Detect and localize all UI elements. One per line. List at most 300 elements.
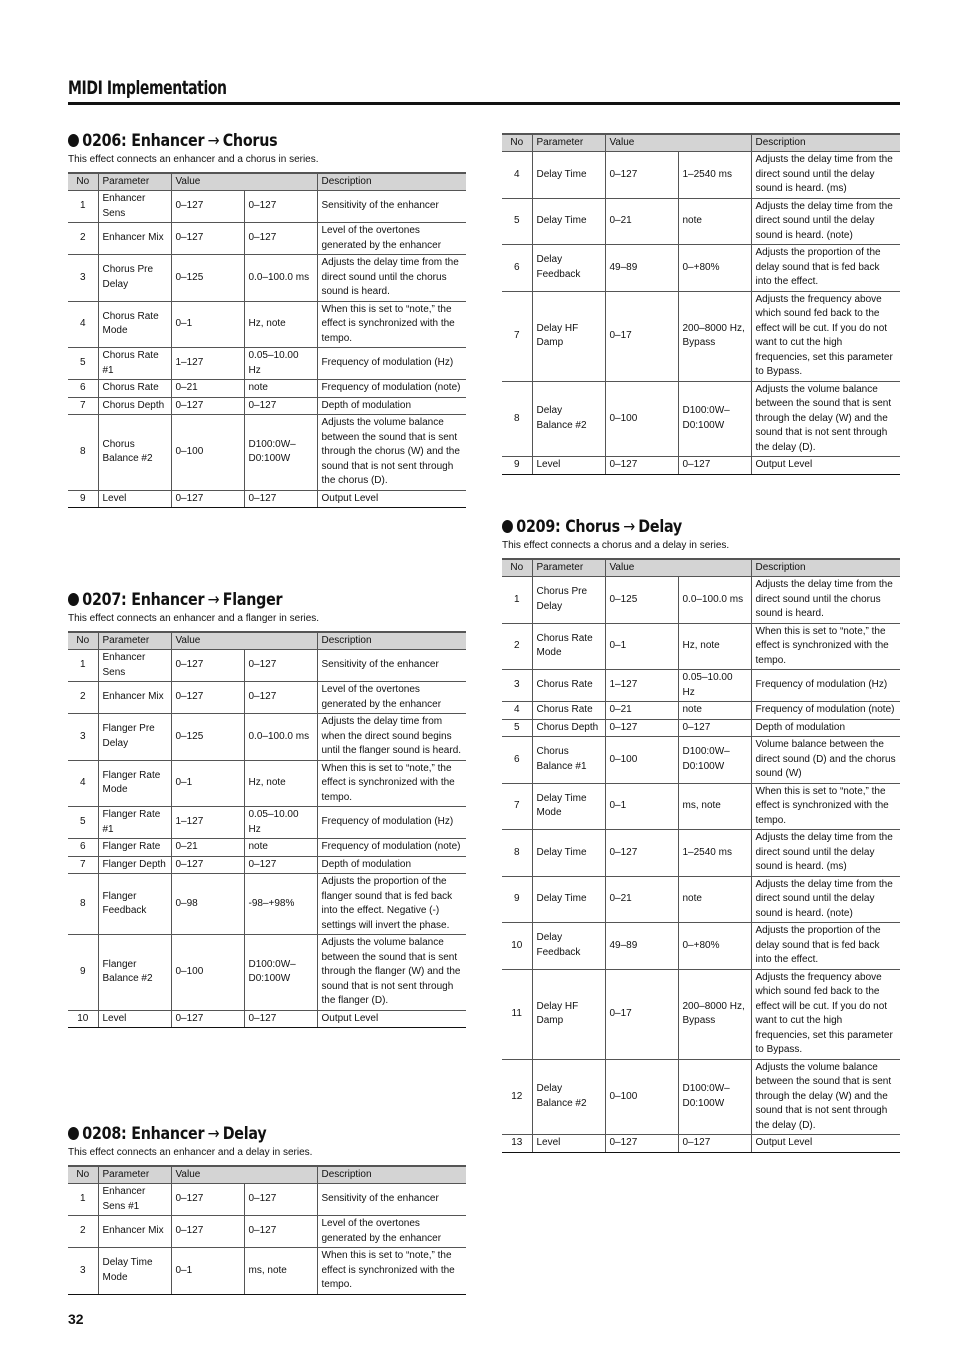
cell-range: 0–127	[244, 490, 317, 508]
cell-parameter: Chorus Depth	[98, 397, 171, 415]
cell-description: Adjusts the delay time from the direct sound until the delay sound is heard. (note)	[751, 876, 900, 923]
table-row	[502, 876, 900, 923]
cell-description: Adjusts the volume balance between the sound that is sent through the delay (W) and the sound that is not sent through the delay (D).	[751, 1059, 900, 1135]
section-heading: 0208: Enhancer → Delay	[68, 1123, 402, 1145]
table-row	[502, 152, 900, 199]
table-row	[502, 1135, 900, 1153]
cell-value: 0–127	[171, 650, 244, 682]
cell-parameter: Enhancer Mix	[98, 223, 171, 255]
cell-value: 0–127	[605, 152, 678, 199]
cell-range: ms, note	[678, 783, 751, 830]
section-0208-continued	[502, 133, 900, 475]
cell-range: Hz, note	[244, 760, 317, 807]
cell-no: 8	[502, 830, 532, 877]
cell-value: 0–127	[605, 830, 678, 877]
cell-parameter: Chorus Rate #1	[98, 348, 171, 380]
cell-value: 0–125	[605, 577, 678, 624]
cell-no: 4	[502, 152, 532, 199]
cell-description: Level of the overtones generated by the enhancer	[317, 223, 466, 255]
cell-no: 2	[68, 682, 98, 714]
header-parameter: Parameter	[532, 559, 605, 577]
cell-no: 6	[68, 839, 98, 857]
cell-value: 0–127	[605, 719, 678, 737]
cell-value: 0–100	[605, 1059, 678, 1135]
cell-description: Adjusts the volume balance between the sound that is sent through the chorus (W) and the sound that is not sent through the chorus (D).	[317, 415, 466, 491]
table-row	[502, 623, 900, 670]
table-row	[502, 923, 900, 970]
cell-description: Output Level	[317, 490, 466, 508]
header-value: Value	[171, 1166, 317, 1184]
cell-parameter: Delay Balance #2	[532, 1059, 605, 1135]
cell-description: When this is set to “note,” the effect is synchronized with the tempo.	[751, 623, 900, 670]
cell-range: 0–+80%	[678, 245, 751, 292]
section-heading: 0209: Chorus → Delay	[502, 516, 836, 538]
cell-no: 13	[502, 1135, 532, 1153]
cell-no: 2	[502, 623, 532, 670]
cell-description: Frequency of modulation (note)	[317, 839, 466, 857]
cell-no: 7	[502, 783, 532, 830]
cell-parameter: Enhancer Sens	[98, 191, 171, 223]
table-header-row	[68, 1166, 466, 1184]
cell-parameter: Chorus Depth	[532, 719, 605, 737]
cell-description: Output Level	[751, 457, 900, 475]
cell-description: Frequency of modulation (Hz)	[317, 807, 466, 839]
cell-parameter: Delay Time Mode	[532, 783, 605, 830]
table-row	[502, 457, 900, 475]
table-header-row	[502, 134, 900, 152]
cell-value: 0–127	[171, 397, 244, 415]
cell-value: 0–100	[171, 935, 244, 1011]
cell-range: D100:0W–D0:100W	[244, 415, 317, 491]
cell-parameter: Delay Feedback	[532, 923, 605, 970]
cell-description: Depth of modulation	[317, 397, 466, 415]
header-no: No	[502, 559, 532, 577]
cell-range: 200–8000 Hz, Bypass	[678, 291, 751, 381]
arrow-right-icon: →	[207, 590, 220, 610]
cell-parameter: Enhancer Mix	[98, 682, 171, 714]
cell-parameter: Chorus Rate	[98, 380, 171, 398]
cell-no: 6	[502, 737, 532, 784]
cell-range: 0–127	[244, 1010, 317, 1028]
cell-value: 0–127	[171, 1216, 244, 1248]
table-row	[502, 783, 900, 830]
cell-parameter: Level	[532, 457, 605, 475]
cell-value: 49–89	[605, 923, 678, 970]
cell-value: 0–100	[605, 737, 678, 784]
cell-value: 0–125	[171, 255, 244, 302]
table-header-row	[68, 632, 466, 650]
cell-parameter: Flanger Feedback	[98, 874, 171, 935]
cell-parameter: Flanger Rate #1	[98, 807, 171, 839]
cell-no: 5	[502, 198, 532, 245]
cell-range: 1–2540 ms	[678, 830, 751, 877]
section-description: This effect connects an enhancer and a chorus in series.	[68, 154, 319, 165]
header-parameter: Parameter	[98, 1166, 171, 1184]
cell-range: note	[244, 839, 317, 857]
cell-range: D100:0W–D0:100W	[244, 935, 317, 1011]
param-table	[68, 172, 466, 508]
cell-parameter: Delay Time	[532, 152, 605, 199]
section-0207	[68, 589, 466, 1028]
cell-value: 0–127	[605, 457, 678, 475]
cell-range: 0.0–100.0 ms	[244, 255, 317, 302]
table-row	[502, 830, 900, 877]
cell-value: 0–1	[605, 623, 678, 670]
header-parameter: Parameter	[98, 173, 171, 191]
cell-description: Adjusts the frequency above which sound fed back to the effect will be cut. If you do not want to cut the high frequencies, set this parameter to Bypass.	[751, 969, 900, 1059]
table-header-row	[502, 559, 900, 577]
cell-no: 5	[68, 807, 98, 839]
cell-range: 0.05–10.00 Hz	[678, 670, 751, 702]
cell-parameter: Enhancer Mix	[98, 1216, 171, 1248]
section-0209	[502, 516, 900, 1153]
cell-range: 0.05–10.00 Hz	[244, 807, 317, 839]
cell-range: 0–+80%	[678, 923, 751, 970]
cell-parameter: Flanger Depth	[98, 856, 171, 874]
table-row	[68, 760, 466, 807]
cell-range: 200–8000 Hz, Bypass	[678, 969, 751, 1059]
cell-description: Depth of modulation	[751, 719, 900, 737]
cell-range: 0.05–10.00 Hz	[244, 348, 317, 380]
cell-range: 0–127	[244, 650, 317, 682]
cell-description: Frequency of modulation (Hz)	[751, 670, 900, 702]
cell-description: Adjusts the proportion of the delay sound that is fed back into the effect.	[751, 245, 900, 292]
table-row	[68, 935, 466, 1011]
cell-description: Sensitivity of the enhancer	[317, 650, 466, 682]
table-row	[68, 380, 466, 398]
cell-parameter: Chorus Pre Delay	[98, 255, 171, 302]
table-row	[502, 719, 900, 737]
cell-range: note	[678, 876, 751, 923]
table-row	[68, 1216, 466, 1248]
cell-range: 0–127	[244, 1184, 317, 1216]
table-row	[502, 381, 900, 457]
cell-parameter: Delay Time Mode	[98, 1248, 171, 1295]
cell-range: 0.0–100.0 ms	[678, 577, 751, 624]
table-row	[68, 874, 466, 935]
cell-value: 0–127	[171, 191, 244, 223]
cell-range: note	[244, 380, 317, 398]
cell-value: 0–127	[605, 1135, 678, 1153]
bullet-icon	[68, 134, 79, 147]
header-value: Value	[171, 632, 317, 650]
cell-no: 12	[502, 1059, 532, 1135]
title-rule	[68, 102, 900, 105]
table-row	[502, 1059, 900, 1135]
cell-no: 5	[502, 719, 532, 737]
table-row	[68, 856, 466, 874]
cell-value: 0–127	[171, 490, 244, 508]
cell-description: Adjusts the delay time from the direct sound until the chorus sound is heard.	[317, 255, 466, 302]
cell-range: 0–127	[244, 397, 317, 415]
cell-value: 0–100	[171, 415, 244, 491]
table-row	[502, 737, 900, 784]
cell-no: 7	[68, 856, 98, 874]
header-description: Description	[751, 559, 900, 577]
cell-range: D100:0W–D0:100W	[678, 1059, 751, 1135]
cell-range: 0.0–100.0 ms	[244, 714, 317, 761]
bullet-icon	[502, 520, 513, 533]
section-description: This effect connects a chorus and a delay in series.	[502, 540, 730, 551]
cell-value: 0–127	[171, 682, 244, 714]
cell-no: 1	[68, 191, 98, 223]
cell-value: 0–21	[605, 876, 678, 923]
header-no: No	[68, 1166, 98, 1184]
table-row	[68, 255, 466, 302]
table-row	[68, 807, 466, 839]
table-row	[68, 490, 466, 508]
cell-no: 2	[68, 223, 98, 255]
cell-value: 0–127	[171, 1010, 244, 1028]
cell-no: 8	[502, 381, 532, 457]
cell-parameter: Level	[98, 1010, 171, 1028]
section-0208	[68, 1123, 466, 1295]
cell-parameter: Flanger Balance #2	[98, 935, 171, 1011]
section-heading: 0207: Enhancer → Flanger	[68, 589, 402, 611]
cell-value: 0–127	[171, 856, 244, 874]
cell-value: 0–21	[605, 198, 678, 245]
cell-no: 6	[68, 380, 98, 398]
header-value: Value	[605, 134, 751, 152]
arrow-right-icon: →	[623, 517, 635, 537]
cell-range: 0–127	[244, 682, 317, 714]
cell-parameter: Chorus Pre Delay	[532, 577, 605, 624]
cell-description: Level of the overtones generated by the enhancer	[317, 682, 466, 714]
param-table	[502, 133, 900, 475]
cell-no: 2	[68, 1216, 98, 1248]
cell-value: 0–17	[605, 969, 678, 1059]
table-row	[68, 1010, 466, 1028]
cell-value: 0–1	[171, 1248, 244, 1295]
cell-no: 7	[502, 291, 532, 381]
header-description: Description	[317, 632, 466, 650]
cell-parameter: Delay Time	[532, 830, 605, 877]
cell-description: Adjusts the frequency above which sound fed back to the effect will be cut. If you do not want to cut the high frequencies, set this parameter to Bypass.	[751, 291, 900, 381]
cell-range: 0–127	[244, 1216, 317, 1248]
cell-parameter: Level	[98, 490, 171, 508]
header-description: Description	[751, 134, 900, 152]
header-no: No	[68, 632, 98, 650]
cell-value: 1–127	[605, 670, 678, 702]
header-no: No	[502, 134, 532, 152]
cell-no: 9	[68, 490, 98, 508]
cell-description: Adjusts the delay time from the direct sound until the delay sound is heard. (ms)	[751, 152, 900, 199]
cell-range: D100:0W–D0:100W	[678, 737, 751, 784]
bullet-icon	[68, 1127, 79, 1140]
cell-value: 0–127	[171, 1184, 244, 1216]
cell-parameter: Flanger Pre Delay	[98, 714, 171, 761]
section-description: This effect connects an enhancer and a delay in series.	[68, 1147, 313, 1158]
table-row	[68, 223, 466, 255]
param-table	[68, 1165, 466, 1295]
cell-parameter: Delay Balance #2	[532, 381, 605, 457]
table-row	[502, 291, 900, 381]
cell-range: note	[678, 702, 751, 720]
cell-value: 1–127	[171, 348, 244, 380]
table-row	[502, 245, 900, 292]
table-row	[68, 348, 466, 380]
cell-value: 0–98	[171, 874, 244, 935]
table-row	[68, 191, 466, 223]
cell-parameter: Level	[532, 1135, 605, 1153]
cell-parameter: Enhancer Sens	[98, 650, 171, 682]
arrow-right-icon: →	[207, 131, 220, 151]
cell-value: 0–21	[171, 839, 244, 857]
cell-no: 3	[502, 670, 532, 702]
bullet-icon	[68, 593, 79, 606]
cell-description: When this is set to “note,” the effect is synchronized with the tempo.	[317, 1248, 466, 1295]
cell-description: Adjusts the delay time from the direct sound until the delay sound is heard. (ms)	[751, 830, 900, 877]
cell-value: 0–1	[171, 760, 244, 807]
cell-value: 0–125	[171, 714, 244, 761]
cell-parameter: Chorus Balance #2	[98, 415, 171, 491]
cell-value: 0–21	[605, 702, 678, 720]
table-row	[502, 969, 900, 1059]
cell-description: Adjusts the delay time from when the direct sound begins until the flanger sound is heard.	[317, 714, 466, 761]
table-row	[68, 650, 466, 682]
cell-description: Sensitivity of the enhancer	[317, 191, 466, 223]
section-0206	[68, 130, 466, 508]
header-value: Value	[171, 173, 317, 191]
cell-no: 1	[502, 577, 532, 624]
cell-no: 11	[502, 969, 532, 1059]
cell-description: Volume balance between the direct sound (D) and the chorus sound (W)	[751, 737, 900, 784]
cell-description: Frequency of modulation (note)	[317, 380, 466, 398]
cell-parameter: Delay Feedback	[532, 245, 605, 292]
cell-description: Frequency of modulation (note)	[751, 702, 900, 720]
cell-description: Adjusts the volume balance between the sound that is sent through the flanger (W) and the sound that is not sent through the flanger (D).	[317, 935, 466, 1011]
table-row	[502, 670, 900, 702]
cell-value: 0–100	[605, 381, 678, 457]
cell-description: Adjusts the proportion of the flanger sound that is fed back into the effect. Negative (-) settings will invert the phase.	[317, 874, 466, 935]
header-parameter: Parameter	[98, 632, 171, 650]
cell-range: D100:0W–D0:100W	[678, 381, 751, 457]
cell-description: Adjusts the proportion of the delay sound that is fed back into the effect.	[751, 923, 900, 970]
table-row	[502, 702, 900, 720]
param-table	[502, 558, 900, 1153]
cell-range: 0–127	[244, 856, 317, 874]
arrow-right-icon: →	[207, 1124, 220, 1144]
cell-no: 4	[68, 301, 98, 348]
cell-range: Hz, note	[244, 301, 317, 348]
cell-no: 9	[502, 457, 532, 475]
cell-description: Adjusts the volume balance between the sound that is sent through the delay (W) and the sound that is not sent through the delay (D).	[751, 381, 900, 457]
cell-no: 1	[68, 650, 98, 682]
cell-range: 0–127	[678, 719, 751, 737]
cell-no: 4	[68, 760, 98, 807]
cell-parameter: Flanger Rate	[98, 839, 171, 857]
table-row	[68, 1248, 466, 1295]
cell-description: Sensitivity of the enhancer	[317, 1184, 466, 1216]
cell-range: 0–127	[244, 223, 317, 255]
cell-no: 1	[68, 1184, 98, 1216]
table-row	[502, 577, 900, 624]
cell-description: Frequency of modulation (Hz)	[317, 348, 466, 380]
cell-no: 8	[68, 415, 98, 491]
header-description: Description	[317, 1166, 466, 1184]
cell-parameter: Enhancer Sens #1	[98, 1184, 171, 1216]
cell-range: note	[678, 198, 751, 245]
table-header-row	[68, 173, 466, 191]
cell-range: -98–+98%	[244, 874, 317, 935]
cell-parameter: Chorus Rate	[532, 702, 605, 720]
page-number: 32	[68, 1311, 84, 1327]
cell-description: Output Level	[317, 1010, 466, 1028]
table-row	[68, 1184, 466, 1216]
cell-description: Level of the overtones generated by the enhancer	[317, 1216, 466, 1248]
header-value: Value	[605, 559, 751, 577]
cell-parameter: Delay HF Damp	[532, 291, 605, 381]
cell-description: Output Level	[751, 1135, 900, 1153]
page-title: MIDI Implementation	[68, 77, 227, 99]
cell-value: 49–89	[605, 245, 678, 292]
param-table	[68, 631, 466, 1028]
cell-parameter: Delay HF Damp	[532, 969, 605, 1059]
cell-value: 0–17	[605, 291, 678, 381]
cell-description: When this is set to “note,” the effect is synchronized with the tempo.	[317, 760, 466, 807]
cell-parameter: Delay Time	[532, 198, 605, 245]
cell-range: Hz, note	[678, 623, 751, 670]
cell-range: 0–127	[244, 191, 317, 223]
cell-no: 10	[502, 923, 532, 970]
cell-no: 9	[502, 876, 532, 923]
cell-no: 5	[68, 348, 98, 380]
cell-parameter: Delay Time	[532, 876, 605, 923]
cell-parameter: Flanger Rate Mode	[98, 760, 171, 807]
cell-no: 3	[68, 714, 98, 761]
cell-range: 0–127	[678, 457, 751, 475]
cell-parameter: Chorus Rate	[532, 670, 605, 702]
cell-no: 4	[502, 702, 532, 720]
table-row	[502, 198, 900, 245]
cell-value: 0–127	[171, 223, 244, 255]
cell-range: 0–127	[678, 1135, 751, 1153]
header-no: No	[68, 173, 98, 191]
cell-description: Adjusts the delay time from the direct sound until the chorus sound is heard.	[751, 577, 900, 624]
cell-no: 3	[68, 255, 98, 302]
cell-value: 0–1	[605, 783, 678, 830]
table-row	[68, 301, 466, 348]
cell-value: 0–1	[171, 301, 244, 348]
cell-description: When this is set to “note,” the effect is synchronized with the tempo.	[751, 783, 900, 830]
cell-no: 10	[68, 1010, 98, 1028]
cell-parameter: Chorus Rate Mode	[532, 623, 605, 670]
cell-value: 1–127	[171, 807, 244, 839]
cell-no: 7	[68, 397, 98, 415]
cell-description: Adjusts the delay time from the direct sound until the delay sound is heard. (note)	[751, 198, 900, 245]
cell-no: 9	[68, 935, 98, 1011]
cell-range: 1–2540 ms	[678, 152, 751, 199]
table-row	[68, 714, 466, 761]
table-row	[68, 397, 466, 415]
section-description: This effect connects an enhancer and a flanger in series.	[68, 613, 320, 624]
table-row	[68, 839, 466, 857]
cell-no: 6	[502, 245, 532, 292]
section-heading: 0206: Enhancer → Chorus	[68, 130, 402, 152]
header-parameter: Parameter	[532, 134, 605, 152]
header-description: Description	[317, 173, 466, 191]
cell-description: When this is set to “note,” the effect is synchronized with the tempo.	[317, 301, 466, 348]
cell-value: 0–21	[171, 380, 244, 398]
table-row	[68, 682, 466, 714]
cell-range: ms, note	[244, 1248, 317, 1295]
cell-description: Depth of modulation	[317, 856, 466, 874]
cell-no: 3	[68, 1248, 98, 1295]
cell-parameter: Chorus Balance #1	[532, 737, 605, 784]
cell-parameter: Chorus Rate Mode	[98, 301, 171, 348]
cell-no: 8	[68, 874, 98, 935]
table-row	[68, 415, 466, 491]
